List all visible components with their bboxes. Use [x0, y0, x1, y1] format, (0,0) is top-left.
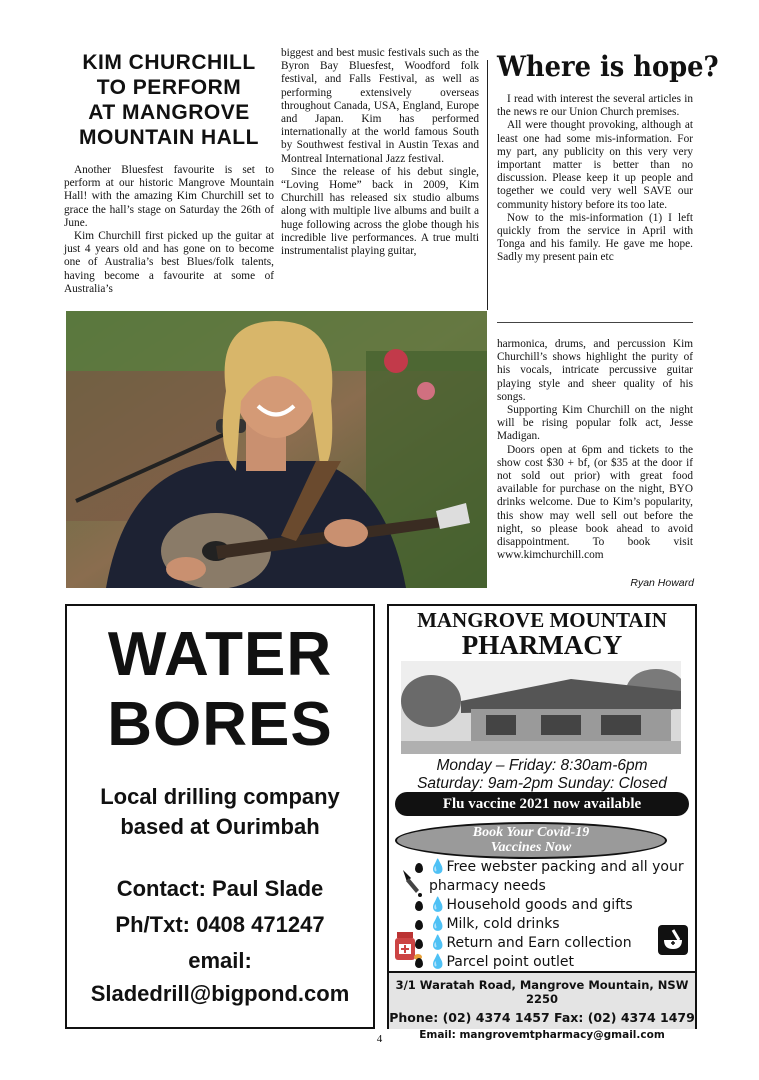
drop-icon	[415, 939, 423, 949]
paragraph: biggest and best music festivals such as the Byron Bay Bluesfest, Woodford folk festival, and Falls Festival, as well as performing extensively overseas throughout Canada, USA, England, Europe and Japan. Kim has performed internationally at the world famous South by Southwest festival in Austin Texas and Montreal International Jazz festival.	[281, 47, 479, 165]
pharmacy-title-line2: PHARMACY	[461, 630, 623, 660]
headline-line: AT MANGROVE	[88, 101, 250, 124]
article-headline	[64, 50, 274, 150]
paragraph: I read with interest the several articles in the news re our Union Church premises.	[497, 93, 693, 119]
building-illustration	[401, 661, 681, 754]
article-column-2	[281, 47, 479, 258]
ad-title-line2: BORES	[107, 690, 333, 759]
ad-email[interactable]: Sladedrill@bigpond.com	[90, 981, 350, 1006]
list-item	[413, 896, 685, 915]
list-item	[413, 915, 685, 934]
pharmacy-footer	[389, 971, 695, 1041]
pharmacy-phone: Phone: (02) 4374 1457 Fax: (02) 4374 1479	[389, 1010, 695, 1025]
pharmacy-photo	[401, 661, 681, 754]
covid-line2: Vaccines Now	[490, 840, 572, 855]
covid-line1: Book Your Covid-19	[472, 825, 590, 840]
article-author: Ryan Howard	[630, 577, 694, 589]
paragraph: Doors open at 6pm and tickets to the show cost $30 + bf, (or $35 at the door if not sold out prior) with great food available for purchase on the night, BYO drinks welcome. Due to Kim’s popularity, this show may well sell out before the night, so please book ahead to avoid disappointment. To book visit www.kimchurchill.com	[497, 443, 693, 562]
headline-line: MOUNTAIN HALL	[79, 126, 259, 149]
opening-hours	[389, 757, 695, 793]
section-divider	[497, 322, 693, 323]
ad-title-line1: WATER	[107, 620, 333, 689]
pharmacy-email[interactable]: Email: mangrovemtpharmacy@gmail.com	[419, 1029, 665, 1041]
drop-icon	[415, 901, 423, 911]
list-item	[413, 953, 685, 972]
letter	[497, 50, 719, 83]
water-bores-ad	[65, 604, 375, 1029]
article-column-3	[497, 338, 693, 562]
paragraph: Another Bluesfest favourite is set to perform at our historic Mangrove Mountain Hall! with the amazing Kim Churchill set to grace the hall’s stage on Saturday the 26th of June.	[64, 164, 274, 229]
pharmacy-ad	[387, 604, 697, 1041]
hours-weekend: Saturday: 9am-2pm Sunday: Closed	[417, 775, 667, 792]
page-number: 4	[376, 1033, 383, 1045]
pharmacy-title-line1: MANGROVE MOUNTAIN	[417, 608, 667, 632]
flu-vaccine-banner: Flu vaccine 2021 now available	[395, 792, 689, 816]
column-divider	[487, 60, 488, 310]
letter-title: Where is hope?	[497, 50, 719, 83]
hours-weekdays: Monday – Friday: 8:30am-6pm	[436, 757, 648, 774]
headline-line: KIM CHURCHILL	[82, 51, 256, 74]
pharmacy-address: 3/1 Waratah Road, Mangrove Mountain, NSW 2250	[395, 978, 689, 1006]
drop-icon	[415, 920, 423, 930]
paragraph: harmonica, drums, and percussion Kim Churchill’s shows highlight the purity of his vocals, intricate percussive guitar playing style and sheer quality of his songs.	[497, 338, 693, 403]
covid-vaccine-oval	[395, 822, 667, 859]
drop-icon	[415, 958, 423, 968]
list-item-text: Free webster packing and all your pharmacy needs	[429, 859, 684, 894]
paragraph: Supporting Kim Churchill on the night will be rising popular folk act, Jesse Madigan.	[497, 404, 693, 443]
list-item-text: Household goods and gifts	[446, 897, 633, 913]
ad-phone: Ph/Txt: 0408 471247	[115, 912, 325, 937]
paragraph: Kim Churchill first picked up the guitar at just 4 years old and has gone on to become one of Australia’s best Blues/folk talents, having become a favourite at some of Australia’s	[64, 230, 274, 295]
list-item-text: Parcel point outlet	[446, 954, 575, 970]
letter-body	[497, 93, 693, 265]
article-column-1	[64, 164, 274, 296]
list-item	[413, 934, 685, 953]
list-item-text: Return and Earn collection	[446, 935, 632, 951]
paragraph: Now to the mis-information (1) I left quickly from the service in April with Tonga and his family. He gave me hope. Sadly my present pain etc	[497, 211, 693, 264]
ad-description-line1: Local drilling company	[100, 784, 340, 809]
list-item-text: Milk, cold drinks	[446, 916, 560, 932]
headline-line: TO PERFORM	[96, 76, 242, 99]
paragraph: All were thought provoking, although at least one had some mis-information. For my part, any publicity on this very very important matter is better than no discussion. Please keep it up people and together we could very well SAVE our community history before its too late.	[497, 119, 693, 211]
ad-email-label: email:	[188, 948, 252, 973]
ad-contact: Contact: Paul Slade	[116, 876, 324, 901]
musician-photo	[66, 311, 487, 588]
list-item	[413, 858, 685, 896]
photo-illustration	[66, 311, 487, 588]
services-list	[413, 858, 685, 972]
paragraph: Since the release of his debut single, “Loving Home” back in 2009, Kim Churchill has released six studio albums along with multiple live albums and built a huge following across the globe though his incredible live performances. A true multi instrumentalist playing guitar,	[281, 165, 479, 258]
drop-icon	[415, 863, 423, 873]
ad-description-line2: based at Ourimbah	[120, 814, 320, 839]
